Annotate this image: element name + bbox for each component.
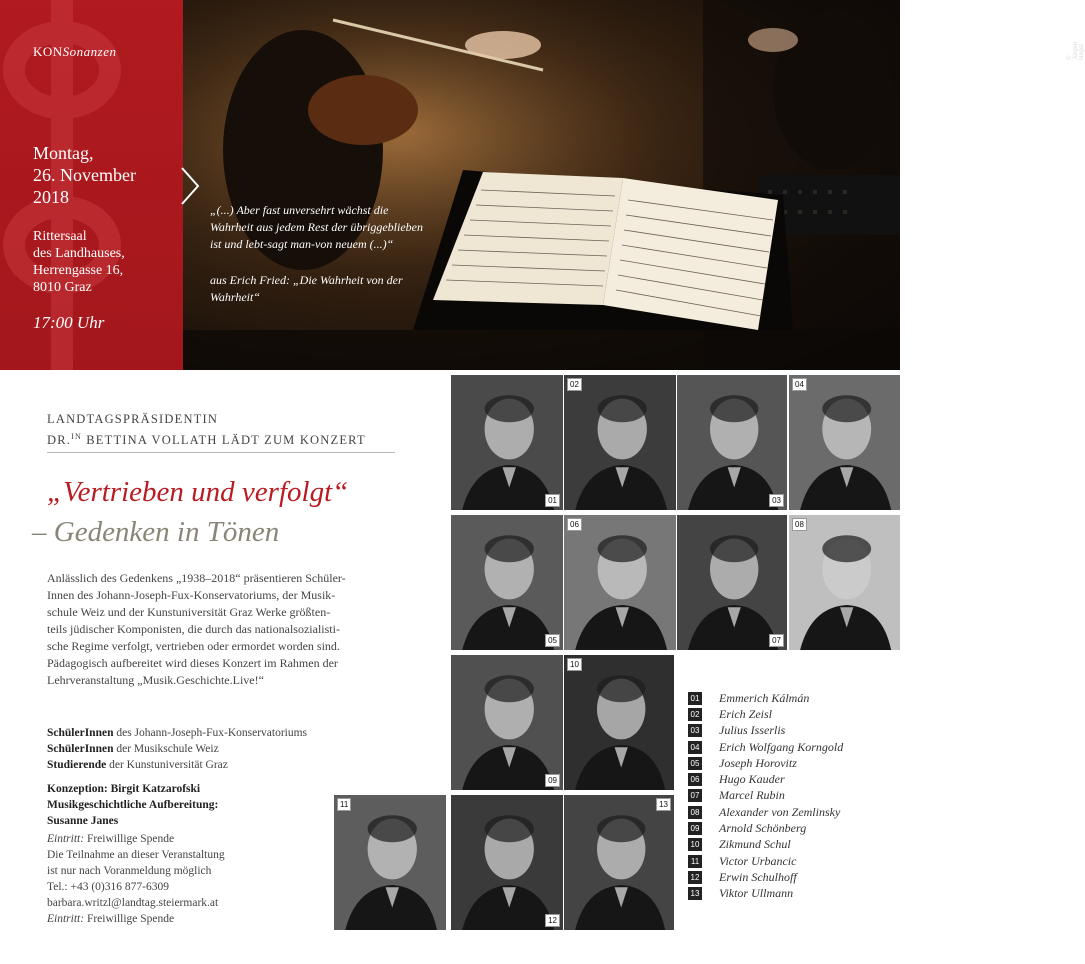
portrait-number: 03 <box>769 494 784 507</box>
host-title: DR. <box>47 433 72 448</box>
composer-list-item <box>688 723 898 739</box>
composer-portrait <box>451 655 563 790</box>
credit-line: Musikgeschichtliche Aufbereitung: <box>47 799 219 811</box>
portrait-number: 02 <box>567 378 582 391</box>
composer-name: Joseph Horovitz <box>719 755 797 770</box>
entry-value: Freiwillige Spende <box>84 913 175 925</box>
info-line: ist nur nach Voranmeldung möglich <box>47 865 212 877</box>
performer-group: SchülerInnen <box>47 743 114 755</box>
performer-institution: der Kunstuniversität Graz <box>106 759 228 771</box>
composer-name: Erich Zeisl <box>719 706 772 721</box>
portrait-number: 12 <box>545 914 560 927</box>
portrait-silhouette <box>564 515 676 650</box>
composer-portrait <box>564 375 676 510</box>
portrait-silhouette <box>451 795 563 930</box>
brand-logo <box>33 44 117 60</box>
venue-line: des Landhauses, <box>33 246 125 261</box>
intro-line: sche Regime verfolgt, vertrieben oder ermordet worden sind. <box>47 639 340 653</box>
performer-institution: des Johann-Joseph-Fux-Konservatoriums <box>113 727 308 739</box>
brand-suffix: Sonanzen <box>62 44 117 59</box>
composer-list-item <box>688 804 898 820</box>
concert-subtitle: – Gedenken in Tönen <box>32 516 280 548</box>
credit-line: Susanne Janes <box>47 815 119 827</box>
portrait-silhouette <box>451 655 563 790</box>
intro-line: teils jüdischer Komponisten, die durch das nationalsozialisti- <box>47 622 340 636</box>
event-time: 17:00 Uhr <box>33 313 105 332</box>
performer-line <box>47 743 219 755</box>
composer-portrait <box>451 795 563 930</box>
portrait-number: 07 <box>769 634 784 647</box>
composer-list-item <box>688 690 898 706</box>
venue-line: Rittersaal <box>33 229 87 244</box>
chevron-right-icon <box>176 166 202 206</box>
composer-portrait <box>564 655 674 790</box>
portrait-silhouette <box>564 795 674 930</box>
composer-portrait <box>789 375 900 510</box>
composer-number-badge: 06 <box>688 773 702 786</box>
composer-name: Zikmund Schul <box>719 837 791 852</box>
host-line-1: LANDTAGSPRÄSIDENTIN <box>47 412 219 426</box>
entry-fee <box>47 831 327 847</box>
composer-name: Alexander von Zemlinsky <box>719 804 841 819</box>
composer-list-item <box>688 739 898 755</box>
composer-portrait <box>564 795 674 930</box>
composer-name: Arnold Schönberg <box>719 821 807 836</box>
composer-name: Emmerich Kálmán <box>719 690 810 705</box>
brand-prefix: KON <box>33 44 63 59</box>
intro-line: Anlässlich des Gedenkens „1938–2018“ präsentieren Schüler- <box>47 571 346 585</box>
portrait-number: 06 <box>567 518 582 531</box>
phone-number: Tel.: +43 (0)316 877-6309 <box>47 881 169 893</box>
entry-label: Eintritt: <box>47 913 85 925</box>
performer-group: Studierende <box>47 759 107 771</box>
portrait-number: 05 <box>545 634 560 647</box>
intro-line: Lehrveranstaltung „Musik.Geschichte.Live!“ <box>47 673 264 687</box>
event-date-year: 2018 <box>33 187 69 207</box>
credit-line: Konzeption: Birgit Katzarofski <box>47 783 201 795</box>
performer-institution: der Musikschule Weiz <box>113 743 219 755</box>
venue-line: 8010 Graz <box>33 280 92 295</box>
composer-list-item <box>688 706 898 722</box>
header-red-panel <box>0 0 183 370</box>
host-name: BETTINA VOLLATH LÄDT ZUM KONZERT <box>81 433 366 448</box>
portrait-number: 08 <box>792 518 807 531</box>
divider <box>47 452 395 453</box>
composer-portrait <box>677 515 787 650</box>
composer-number-badge: 09 <box>688 822 702 835</box>
composer-list-item <box>688 869 898 885</box>
event-info <box>47 831 327 927</box>
composer-name: Victor Urbancic <box>719 853 797 868</box>
quote-text: „(...) Aber fast unversehrt wächst die Wahrheit aus jedem Rest der übriggeblieben ist und lebt-sagt man-von neuem (...)“ <box>210 203 423 251</box>
composer-name: Hugo Kauder <box>719 772 785 787</box>
entry-value: Freiwillige Spende <box>84 833 175 845</box>
composer-portrait <box>789 515 900 650</box>
composer-number-badge: 02 <box>688 708 702 721</box>
composer-number-badge: 01 <box>688 692 702 705</box>
event-date <box>33 142 181 208</box>
composer-name: Marcel Rubin <box>719 788 785 803</box>
quote-source: aus Erich Fried: „Die Wahrheit von der Wahrheit“ <box>210 273 403 304</box>
intro-line: schule Weiz und der Kunstuniversität Graz Werke größten- <box>47 605 331 619</box>
performer-line <box>47 759 228 771</box>
composer-list-item <box>688 837 898 853</box>
portrait-silhouette <box>334 795 446 930</box>
portrait-number: 13 <box>656 798 671 811</box>
composer-portrait <box>564 515 676 650</box>
composer-name: Viktor Ullmann <box>719 886 794 901</box>
portrait-silhouette <box>677 515 787 650</box>
entry-label: Eintritt: <box>47 833 85 845</box>
portrait-silhouette <box>789 515 900 650</box>
composer-number-badge: 12 <box>688 871 702 884</box>
composer-list-item <box>688 886 898 902</box>
email-address[interactable]: barbara.writzl@landtag.steiermark.at <box>47 897 219 909</box>
composer-list-item <box>688 755 898 771</box>
composer-list-item <box>688 771 898 787</box>
host-line-2 <box>47 432 366 448</box>
host-title-sup: IN <box>71 432 82 441</box>
composer-number-badge: 10 <box>688 838 702 851</box>
composer-number-badge: 11 <box>688 855 702 868</box>
composer-number-badge: 04 <box>688 741 702 754</box>
composer-number-badge: 07 <box>688 789 702 802</box>
portrait-silhouette <box>564 375 676 510</box>
portrait-number: 01 <box>545 494 560 507</box>
portrait-number: 10 <box>567 658 582 671</box>
event-date-weekday: Montag, <box>33 143 94 163</box>
portrait-number: 11 <box>337 798 351 811</box>
performer-line <box>47 727 307 739</box>
concert-photo <box>183 0 1085 370</box>
composer-portrait <box>451 515 563 650</box>
composer-number-badge: 08 <box>688 806 702 819</box>
credits <box>47 781 317 829</box>
composer-portrait <box>677 375 787 510</box>
intro-line: Pädagogisch aufbereitet wird dieses Konzert im Rahmen der <box>47 656 338 670</box>
portrait-number: 09 <box>545 774 560 787</box>
portrait-silhouette <box>789 375 900 510</box>
intro-line: Innen des Johann-Joseph-Fux-Konservatoriums, der Musik- <box>47 588 336 602</box>
event-venue <box>33 228 125 296</box>
intro-paragraph <box>47 570 407 689</box>
composer-portrait <box>451 375 563 510</box>
composer-list-item <box>688 853 898 869</box>
photo-credit: © Jürgen Nagel <box>1067 41 1085 60</box>
composer-list-item <box>688 820 898 836</box>
portrait-number: 04 <box>792 378 807 391</box>
entry-fee <box>47 911 327 927</box>
performer-group: SchülerInnen <box>47 727 114 739</box>
concert-title: „Vertrieben und verfolgt“ <box>47 476 349 508</box>
venue-line: Herrengasse 16, <box>33 263 124 278</box>
info-line: Die Teilnahme an dieser Veranstaltung <box>47 849 225 861</box>
composer-portrait <box>334 795 446 930</box>
composer-name: Erich Wolfgang Korngold <box>719 739 844 754</box>
composer-number-badge: 13 <box>688 887 702 900</box>
composer-name: Erwin Schulhoff <box>719 869 797 884</box>
composer-list-item <box>688 788 898 804</box>
violinist-scene-illustration <box>183 0 900 370</box>
portrait-silhouette <box>451 515 563 650</box>
portrait-silhouette <box>677 375 787 510</box>
portrait-silhouette <box>451 375 563 510</box>
composer-number-badge: 03 <box>688 724 702 737</box>
portrait-silhouette <box>564 655 674 790</box>
event-date-day: 26. November <box>33 165 136 185</box>
composer-number-badge: 05 <box>688 757 702 770</box>
composer-name: Julius Isserlis <box>719 723 786 738</box>
composer-list <box>688 690 898 902</box>
